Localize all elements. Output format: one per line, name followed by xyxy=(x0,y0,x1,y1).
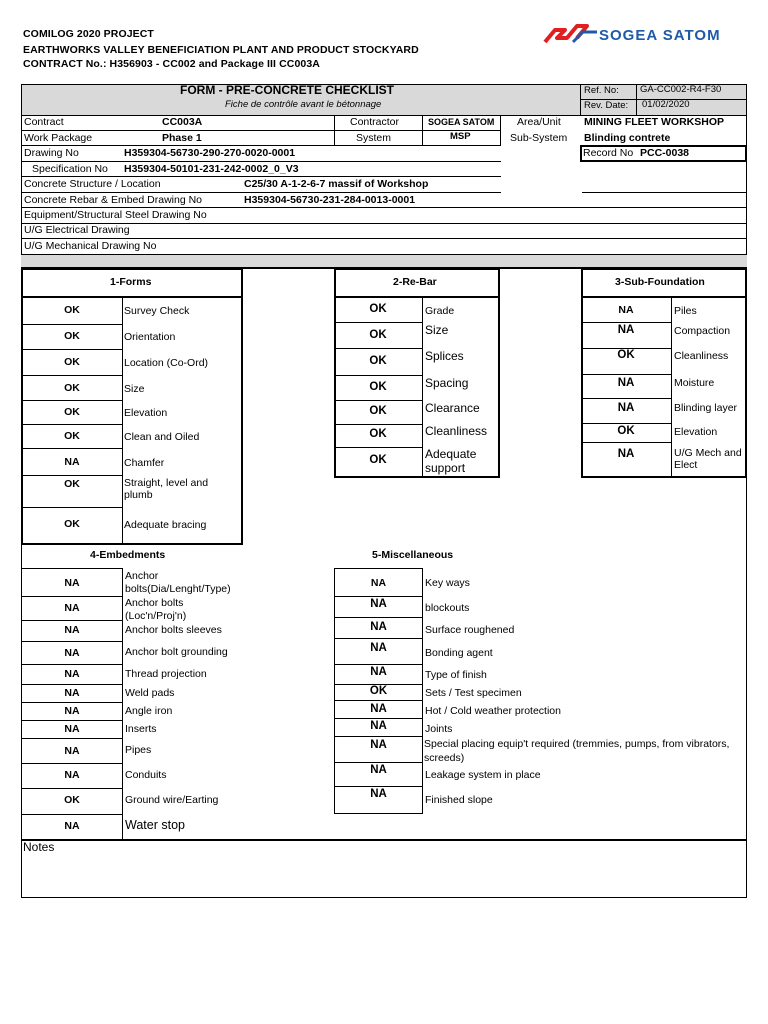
embedments-status[interactable]: NA xyxy=(64,769,80,781)
forms-item-label: Survey Check xyxy=(124,305,190,317)
misc-status[interactable]: NA xyxy=(370,642,387,654)
ref-value: GA-CC002-R4-F30 xyxy=(640,84,722,95)
forms-status[interactable]: OK xyxy=(64,304,80,316)
forms-item-label: Adequate bracing xyxy=(124,519,207,531)
subfoundation-status[interactable]: NA xyxy=(617,448,635,460)
forms-item-label: Clean and Oiled xyxy=(124,431,200,443)
subsystem-value[interactable]: Blinding contrete xyxy=(584,132,671,144)
misc-item-label: Key ways xyxy=(425,577,470,589)
forms-status[interactable]: OK xyxy=(64,356,80,368)
embedments-item-label: Weld pads xyxy=(125,687,175,699)
subfoundation-item-label: Compaction xyxy=(674,325,731,337)
forms-title: 1-Forms xyxy=(110,276,152,288)
embedments-item-label: Ground wire/Earting xyxy=(125,794,219,806)
rebar-item-label: Clearance xyxy=(425,401,480,415)
forms-item-label: Size xyxy=(124,383,145,395)
forms-item-label: Straight, level and plumb xyxy=(124,477,209,502)
forms-status[interactable]: OK xyxy=(64,330,80,342)
subfoundation-item-label: Moisture xyxy=(674,377,715,389)
contract-line: CONTRACT No.: H356903 - CC002 and Package III CC003A xyxy=(23,58,320,70)
embedments-title: 4-Embedments xyxy=(90,549,166,561)
area-label: Area/Unit xyxy=(517,116,561,128)
subfoundation-status[interactable]: NA xyxy=(617,402,635,414)
embedments-item-label: Anchor bolts sleeves xyxy=(125,624,222,636)
subfoundation-item-label: Cleanliness xyxy=(674,350,729,362)
notes-divider xyxy=(21,839,747,841)
forms-status[interactable]: OK xyxy=(64,430,80,442)
subfoundation-title: 3-Sub-Foundation xyxy=(615,276,705,288)
rebar-status[interactable]: OK xyxy=(369,381,387,393)
forms-item-label: Elevation xyxy=(124,407,168,419)
rev-label: Rev. Date: xyxy=(584,100,629,111)
contractor-value[interactable]: SOGEA SATOM xyxy=(428,117,495,127)
misc-status[interactable]: NA xyxy=(370,598,387,610)
misc-item-label: Leakage system in place xyxy=(425,769,541,781)
rebar-drawing-label: Concrete Rebar & Embed Drawing No xyxy=(24,194,202,206)
subfoundation-item-label: U/G Mech and Elect xyxy=(674,447,742,472)
logo-mark-icon xyxy=(543,24,599,44)
embedments-item-label: Pipes xyxy=(125,744,152,756)
misc-item-label: blockouts xyxy=(425,602,470,614)
misc-title: 5-Miscellaneous xyxy=(372,549,454,561)
forms-item-label: Location (Co-Ord) xyxy=(124,357,209,369)
embedments-status[interactable]: NA xyxy=(64,577,80,589)
misc-item-label: Hot / Cold weather protection xyxy=(425,705,561,717)
embedments-status[interactable]: NA xyxy=(64,602,80,614)
system-label: System xyxy=(356,132,392,144)
ug-electrical-label: U/G Electrical Drawing xyxy=(24,224,130,236)
misc-status[interactable]: NA xyxy=(370,764,387,776)
rebar-item-label: Adequate support xyxy=(425,447,477,476)
forms-status[interactable]: OK xyxy=(64,518,80,530)
record-label: Record No xyxy=(583,147,634,159)
subfoundation-status[interactable]: NA xyxy=(618,304,634,316)
misc-item-label: Surface roughened xyxy=(425,624,515,636)
misc-item-label: Special placing equip't required (tremmies, pumps, from vibrators, screeds) xyxy=(424,738,730,764)
forms-item-label: Chamfer xyxy=(124,457,165,469)
embedments-item-label: Anchor bolt grounding xyxy=(125,646,228,658)
rebar-status[interactable]: OK xyxy=(369,428,387,440)
embedments-status[interactable]: NA xyxy=(64,820,80,832)
misc-item-label: Sets / Test specimen xyxy=(425,687,522,699)
form-title: FORM - PRE-CONCRETE CHECKLIST xyxy=(180,83,394,97)
embedments-item-label: Inserts xyxy=(125,723,157,735)
work-package-value[interactable]: Phase 1 xyxy=(162,132,202,144)
notes-label: Notes xyxy=(23,840,55,854)
ug-mechanical-label: U/G Mechanical Drawing No xyxy=(24,240,157,252)
logo-text: SOGEA SATOM xyxy=(599,27,721,44)
misc-item-label: Finished slope xyxy=(425,794,493,806)
misc-status[interactable]: NA xyxy=(370,577,387,589)
embedments-status[interactable]: NA xyxy=(64,647,80,659)
contract-value[interactable]: CC003A xyxy=(162,116,203,128)
embedments-status[interactable]: NA xyxy=(64,705,80,717)
company-logo xyxy=(543,24,743,46)
rebar-status[interactable]: OK xyxy=(369,355,387,367)
embedments-status[interactable]: NA xyxy=(64,687,80,699)
misc-status[interactable]: NA xyxy=(370,621,387,633)
work-package-label: Work Package xyxy=(24,132,93,144)
system-value[interactable]: MSP xyxy=(450,131,471,142)
subfoundation-item-label: Elevation xyxy=(674,426,718,438)
forms-status[interactable]: OK xyxy=(64,382,80,394)
contractor-label: Contractor xyxy=(350,116,400,128)
form-subtitle: Fiche de contrôle avant le bétonnage xyxy=(225,99,382,110)
drawing-label: Drawing No xyxy=(24,147,79,159)
notes-area[interactable] xyxy=(23,856,743,896)
embedments-status[interactable]: NA xyxy=(64,745,80,757)
embedments-item-label: Anchor bolts(Dia/Lenght/Type) xyxy=(125,570,231,596)
forms-item-label: Orientation xyxy=(124,331,176,343)
subfoundation-item-label: Piles xyxy=(674,305,697,317)
embedments-status[interactable]: OK xyxy=(64,794,80,806)
rebar-status[interactable]: OK xyxy=(369,454,387,466)
forms-status[interactable]: NA xyxy=(64,456,80,468)
equipment-drawing-label: Equipment/Structural Steel Drawing No xyxy=(24,209,207,221)
separator-band xyxy=(21,255,747,268)
rebar-status[interactable]: OK xyxy=(369,405,387,417)
area-value[interactable]: MINING FLEET WORKSHOP xyxy=(584,116,724,128)
rev-value: 01/02/2020 xyxy=(642,99,690,110)
contract-label: Contract xyxy=(24,116,64,128)
embedments-item-label: Thread projection xyxy=(125,668,207,680)
embedments-status[interactable]: NA xyxy=(64,723,80,735)
embedments-status[interactable]: NA xyxy=(64,624,80,636)
rebar-drawing-value[interactable]: H359304-56730-231-284-0013-0001 xyxy=(244,194,416,206)
misc-item-label: Joints xyxy=(425,723,453,735)
misc-status[interactable]: NA xyxy=(370,788,387,800)
embedments-item-label: Anchor bolts (Loc'n/Proj'n) xyxy=(125,597,187,623)
forms-status[interactable]: OK xyxy=(64,478,80,490)
subfoundation-status[interactable]: NA xyxy=(617,324,635,336)
rebar-item-label: Grade xyxy=(425,305,455,317)
spec-label: Specification No xyxy=(32,163,108,175)
forms-status[interactable]: OK xyxy=(64,406,80,418)
record-value[interactable]: PCC-0038 xyxy=(640,147,690,159)
misc-status[interactable]: NA xyxy=(370,703,387,715)
subfoundation-status[interactable]: OK xyxy=(617,349,635,361)
embedments-status[interactable]: NA xyxy=(64,668,80,680)
misc-status[interactable]: OK xyxy=(369,685,388,697)
subsystem-label: Sub-System xyxy=(510,132,568,144)
embedments-item-label: Angle iron xyxy=(125,705,173,717)
rebar-title: 2-Re-Bar xyxy=(393,276,437,288)
rebar-item-label: Cleanliness xyxy=(425,424,488,438)
project-name: COMILOG 2020 PROJECT xyxy=(23,28,154,40)
misc-status[interactable]: NA xyxy=(370,739,387,751)
rebar-item-label: Size xyxy=(425,323,449,337)
ref-label: Ref. No: xyxy=(584,85,619,96)
misc-status[interactable]: NA xyxy=(370,720,387,732)
misc-item-label: Bonding agent xyxy=(425,647,493,659)
rebar-status[interactable]: OK xyxy=(369,303,387,315)
spec-value[interactable]: H359304-50101-231-242-0002_0_V3 xyxy=(124,163,299,175)
subfoundation-item-label: Blinding layer xyxy=(674,402,738,414)
drawing-value[interactable]: H359304-56730-290-270-0020-0001 xyxy=(124,147,296,159)
subfoundation-status[interactable]: OK xyxy=(617,425,635,437)
rebar-status[interactable]: OK xyxy=(369,329,387,341)
structure-value[interactable]: C25/30 A-1-2-6-7 massif of Workshop xyxy=(244,178,429,190)
misc-status[interactable]: NA xyxy=(370,666,387,678)
embedments-item-label: Water stop xyxy=(125,818,185,832)
subfoundation-status[interactable]: NA xyxy=(617,377,635,389)
structure-label: Concrete Structure / Location xyxy=(24,178,161,190)
plant-name: EARTHWORKS VALLEY BENEFICIATION PLANT AND PRODUCT STOCKYARD xyxy=(23,44,419,56)
rebar-item-label: Spacing xyxy=(425,376,469,390)
embedments-item-label: Conduits xyxy=(125,769,167,781)
rebar-item-label: Splices xyxy=(425,349,464,363)
misc-item-label: Type of finish xyxy=(425,669,487,681)
